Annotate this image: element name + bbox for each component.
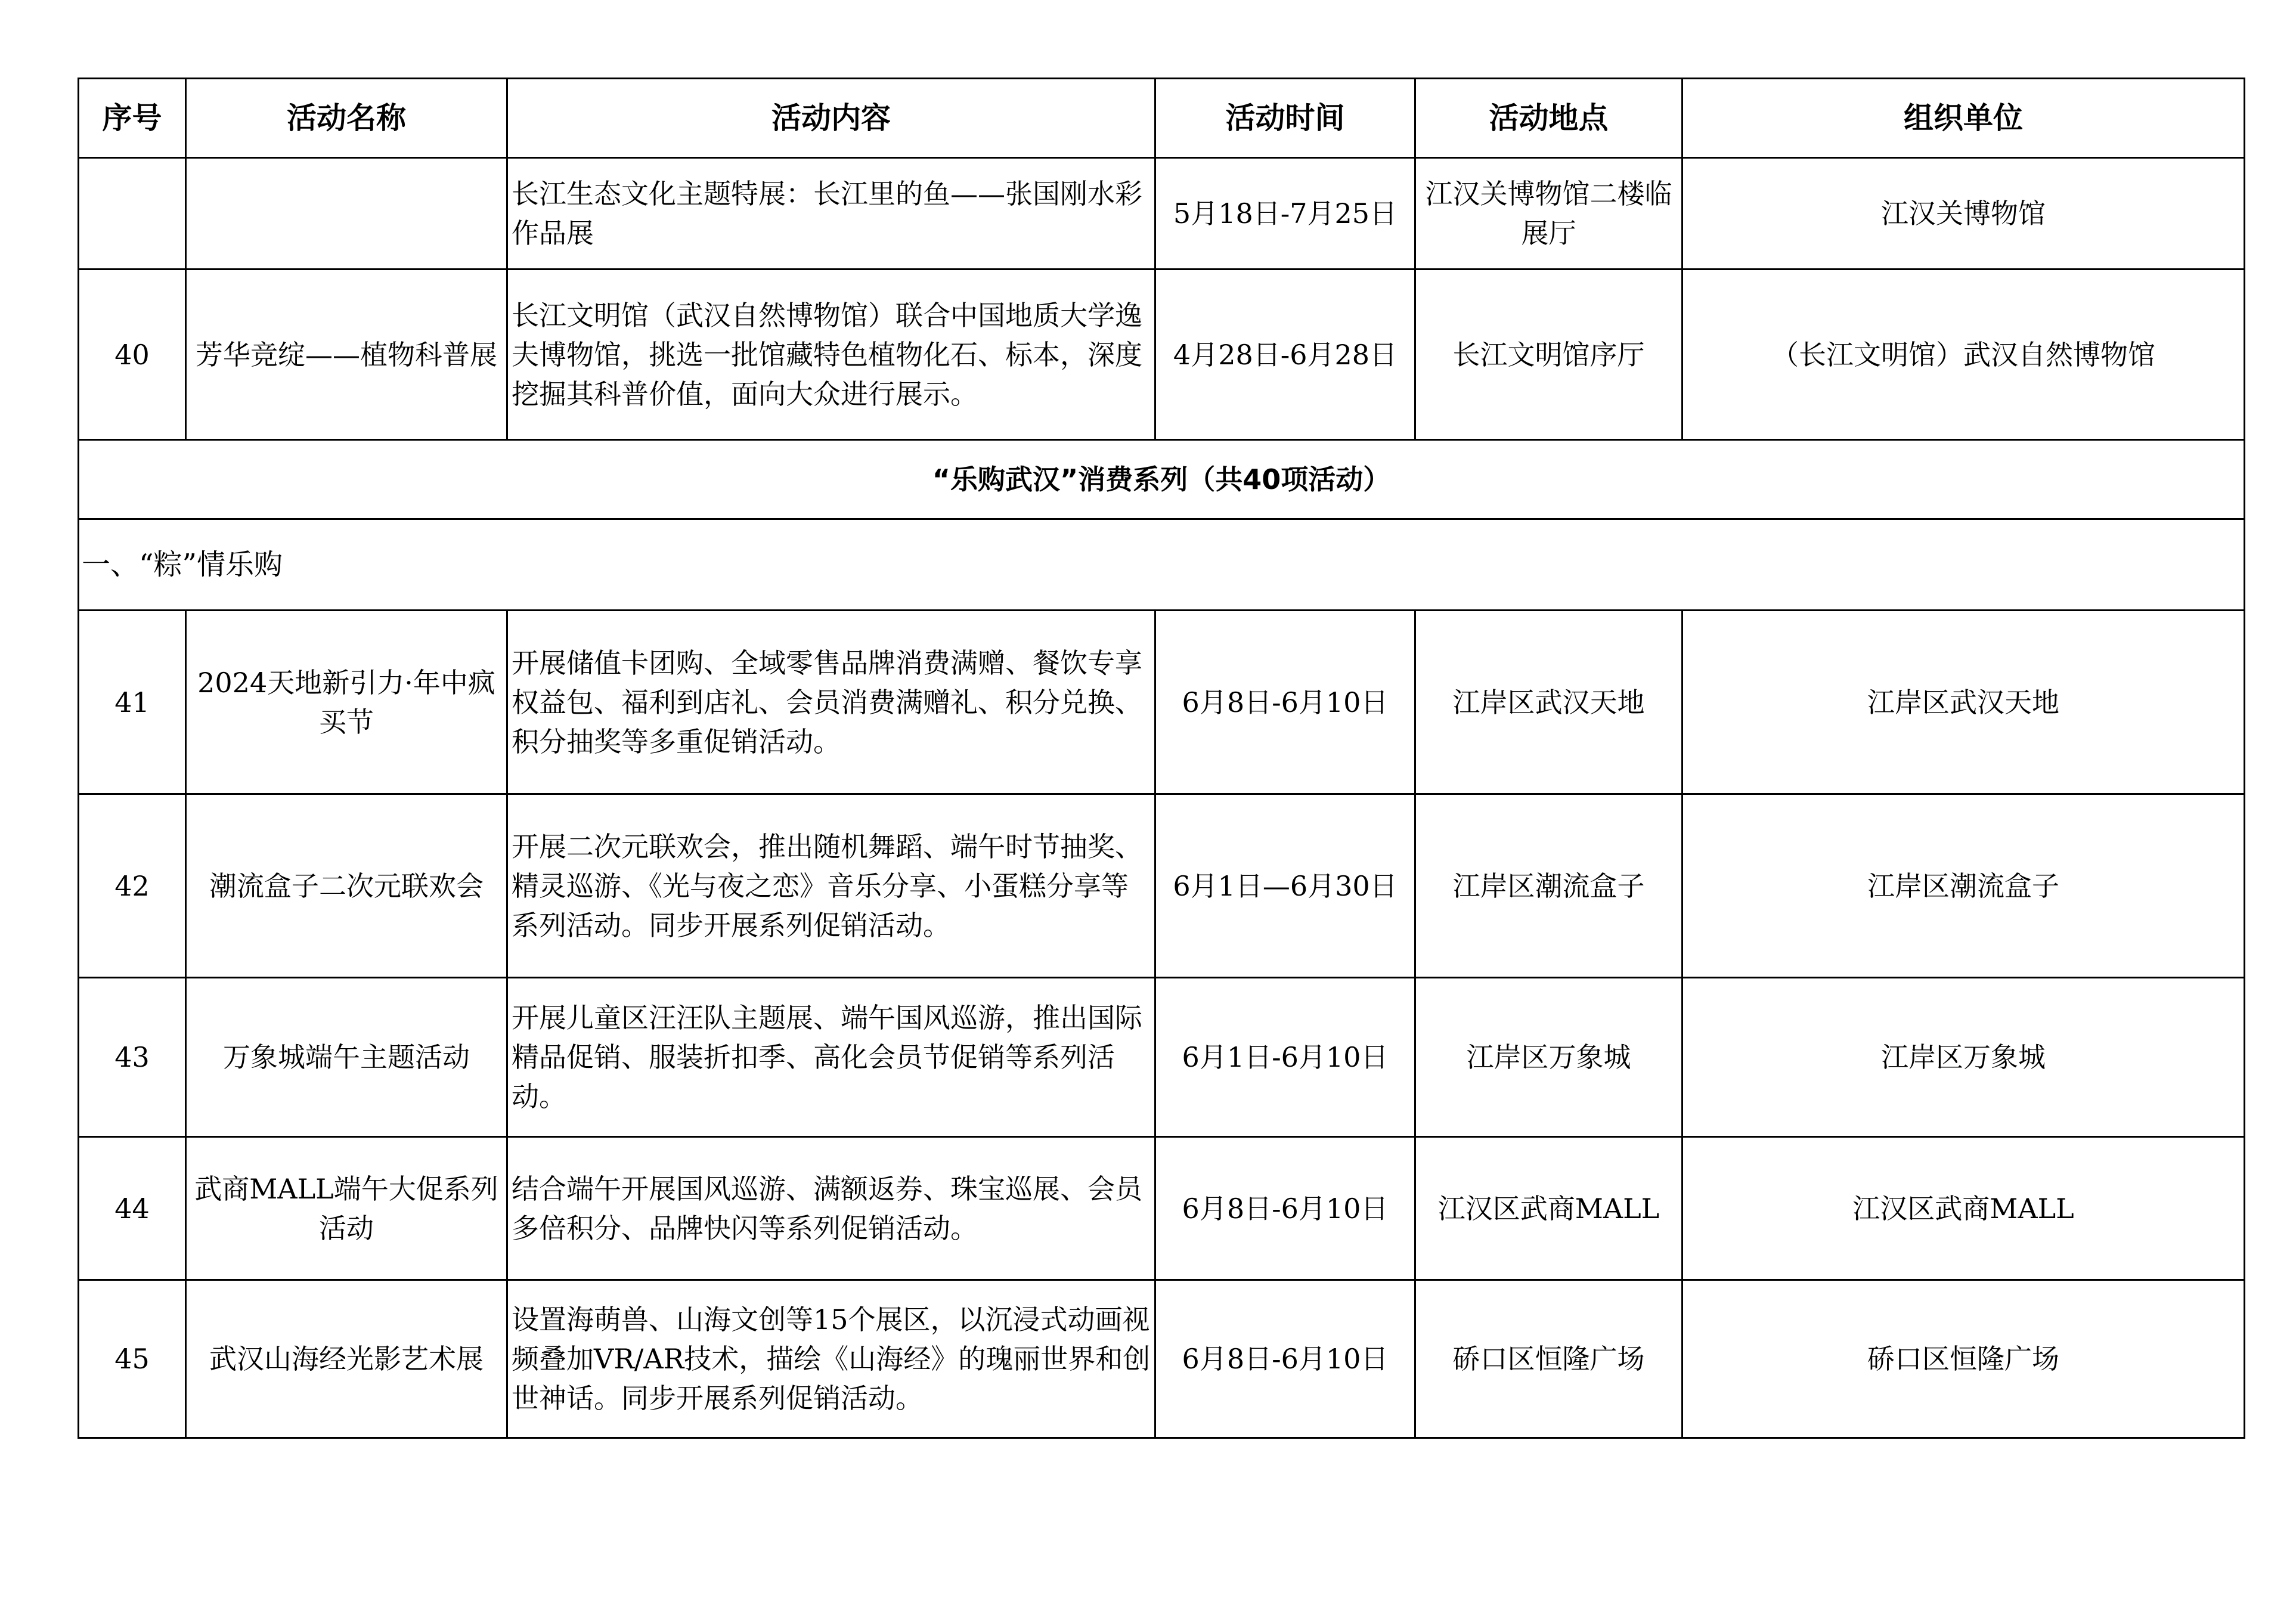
activity-table: [78, 78, 2245, 1439]
table-row: [79, 270, 2245, 440]
cell-place: 江岸区万象城: [1415, 978, 1683, 1137]
cell-no: [79, 158, 186, 270]
cell-content: 设置海萌兽、山海文创等15个展区，以沉浸式动画视频叠加VR/AR技术，描绘《山海经》的瑰丽世界和创世神话。同步开展系列促销活动。: [507, 1280, 1155, 1438]
cell-name: [186, 158, 507, 270]
table-row: [79, 158, 2245, 270]
cell-name: 芳华竞绽——植物科普展: [186, 270, 507, 440]
cell-content: 开展二次元联欢会，推出随机舞蹈、端午时节抽奖、精灵巡游、《光与夜之恋》音乐分享、小蛋糕分享等系列活动。同步开展系列促销活动。: [507, 794, 1155, 978]
table-row: [79, 1137, 2245, 1280]
cell-org: （长江文明馆）武汉自然博物馆: [1683, 270, 2245, 440]
header-time: 活动时间: [1155, 79, 1415, 158]
cell-no: 41: [79, 611, 186, 794]
subsection-row: [79, 519, 2245, 611]
header-no: 序号: [79, 79, 186, 158]
header-place: 活动地点: [1415, 79, 1683, 158]
cell-content: 长江文明馆（武汉自然博物馆）联合中国地质大学逸夫博物馆，挑选一批馆藏特色植物化石、标本，深度挖掘其科普价值，面向大众进行展示。: [507, 270, 1155, 440]
header-content: 活动内容: [507, 79, 1155, 158]
cell-no: 43: [79, 978, 186, 1137]
cell-name: 武商MALL端午大促系列活动: [186, 1137, 507, 1280]
cell-place: 硚口区恒隆广场: [1415, 1280, 1683, 1438]
cell-org: 江岸区武汉天地: [1683, 611, 2245, 794]
cell-org: 硚口区恒隆广场: [1683, 1280, 2245, 1438]
table-row: [79, 611, 2245, 794]
section-row: [79, 440, 2245, 519]
table-header-row: [79, 79, 2245, 158]
cell-time: 4月28日-6月28日: [1155, 270, 1415, 440]
cell-no: 42: [79, 794, 186, 978]
cell-org: 江汉关博物馆: [1683, 158, 2245, 270]
cell-org: 江岸区潮流盒子: [1683, 794, 2245, 978]
cell-time: 6月1日—6月30日: [1155, 794, 1415, 978]
subsection-title: 一、“粽”情乐购: [79, 519, 2245, 611]
cell-place: 江岸区潮流盒子: [1415, 794, 1683, 978]
cell-name: 万象城端午主题活动: [186, 978, 507, 1137]
cell-no: 40: [79, 270, 186, 440]
table-row: [79, 1280, 2245, 1438]
cell-content: 开展儿童区汪汪队主题展、端午国风巡游，推出国际精品促销、服装折扣季、高化会员节促销等系列活动。: [507, 978, 1155, 1137]
cell-place: 长江文明馆序厅: [1415, 270, 1683, 440]
header-name: 活动名称: [186, 79, 507, 158]
section-title: “乐购武汉”消费系列（共40项活动）: [79, 440, 2245, 519]
cell-content: 结合端午开展国风巡游、满额返券、珠宝巡展、会员多倍积分、品牌快闪等系列促销活动。: [507, 1137, 1155, 1280]
cell-content: 长江生态文化主题特展：长江里的鱼——张国刚水彩作品展: [507, 158, 1155, 270]
cell-name: 2024天地新引力·年中疯买节: [186, 611, 507, 794]
cell-content: 开展储值卡团购、全域零售品牌消费满赠、餐饮专享权益包、福利到店礼、会员消费满赠礼、积分兑换、积分抽奖等多重促销活动。: [507, 611, 1155, 794]
cell-name: 武汉山海经光影艺术展: [186, 1280, 507, 1438]
cell-org: 江岸区万象城: [1683, 978, 2245, 1137]
header-org: 组织单位: [1683, 79, 2245, 158]
cell-time: 6月8日-6月10日: [1155, 1137, 1415, 1280]
cell-time: 6月8日-6月10日: [1155, 611, 1415, 794]
cell-time: 6月1日-6月10日: [1155, 978, 1415, 1137]
cell-place: 江汉关博物馆二楼临展厅: [1415, 158, 1683, 270]
cell-name: 潮流盒子二次元联欢会: [186, 794, 507, 978]
cell-place: 江汉区武商MALL: [1415, 1137, 1683, 1280]
cell-no: 45: [79, 1280, 186, 1438]
table-row: [79, 978, 2245, 1137]
cell-time: 6月8日-6月10日: [1155, 1280, 1415, 1438]
cell-org: 江汉区武商MALL: [1683, 1137, 2245, 1280]
cell-place: 江岸区武汉天地: [1415, 611, 1683, 794]
cell-no: 44: [79, 1137, 186, 1280]
cell-time: 5月18日-7月25日: [1155, 158, 1415, 270]
table-row: [79, 794, 2245, 978]
